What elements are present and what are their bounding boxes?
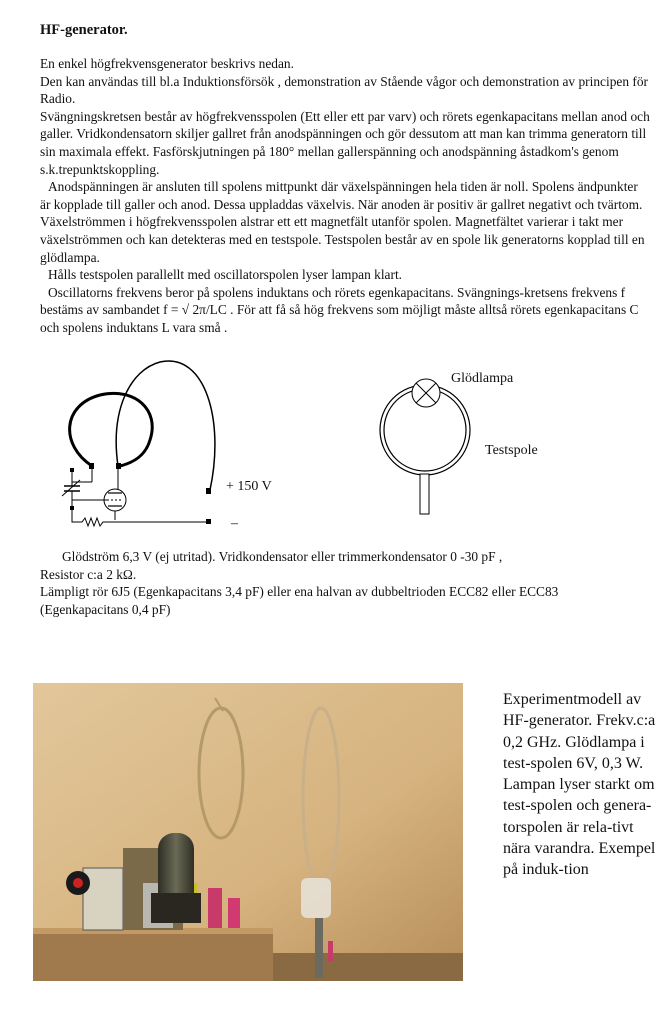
page-title: HF-generator. <box>40 22 128 38</box>
coil-label: Testspole <box>485 443 538 458</box>
voltage-label: + 150 V <box>226 479 272 494</box>
paragraph: Svängningskretsen består av högfrekvensspolen (Ett eller ett par varv) och rörets egenkapacitans mellan anod och galler. Vridkondensatorn skiljer gallret från anodspänningen och gör dessutom att man kan trimma generatorn till sin maximala effekt. Fasförskjutningen på 180° mellan gallerspänning och anodspänning åstadkom's genom s.k.trepunktskoppling. <box>40 108 650 177</box>
paragraph: Anodspänningen är ansluten till spolens mittpunkt där växelspänningen hela tiden är noll. Spolens ändpunkter är kopplade till galler och anod. Dessa uppladdas växelvis. När anoden är positiv är gallret negativt och tvärtom. Växelströmmen i högfrekvensspolen alstrar ett ett magnetfält utanför spolen. Magnetfältet varierar i takt mer växelströmmen och kan detekteras med en testspole. Testspolen består av en spole lik generatorns kopplad till en glödlampa. <box>40 179 645 265</box>
supply-wire <box>116 361 215 490</box>
lamp-label: Glödlampa <box>451 371 514 386</box>
resistor-symbol <box>72 508 115 526</box>
paragraph: Den kan användas till bl.a Induktionsförsök , demonstration av Stående vågor och demonstration av principen för Radio. <box>40 73 649 107</box>
component-notes <box>40 548 650 618</box>
circuit-diagram <box>0 350 668 540</box>
note-line: Resistor c:a 2 kΩ. <box>40 566 137 582</box>
paragraph: Hålls testspolen parallellt med oscillatorspolen lyser lampan klart. <box>48 267 403 283</box>
note-line: Glödström 6,3 V (ej utritad). Vridkondensator eller trimmerkondensator 0 -30 pF , <box>62 549 503 564</box>
test-coil-handle <box>420 474 429 514</box>
minus-label: – <box>231 516 238 531</box>
note-line: Lämpligt rör 6J5 (Egenkapacitans 3,4 pF) eller ena halvan av dubbeltrioden ECC82 eller ECC83 (Egenkapacitans 0,4 pF) <box>40 584 559 617</box>
oscillator-coil <box>70 393 153 466</box>
paragraph: Oscillatorns frekvens beror på spolens induktans och rörets egenkapacitans. Svängnings-kretsens frekvens f bestäms av sambandet f = √ 2π/LC . För att få så hög frekvens som möjligt måste alltså rörets egenkapacitans C och spolens induktans L vara små . <box>40 284 639 335</box>
photo-caption: Experimentmodell av HF-generator. Frekv.c:a 0,2 GHz. Glödlampa i test-spolen 6V, 0,3 W. Lampan lyser starkt om test-spolen och genera-torspolen är rela-tivt nära varandra. Exempel på induk-tion <box>503 691 656 879</box>
experiment-photo <box>33 683 463 981</box>
body-text <box>40 55 650 337</box>
paragraph: En enkel högfrekvensgenerator beskrivs nedan. <box>40 56 294 71</box>
